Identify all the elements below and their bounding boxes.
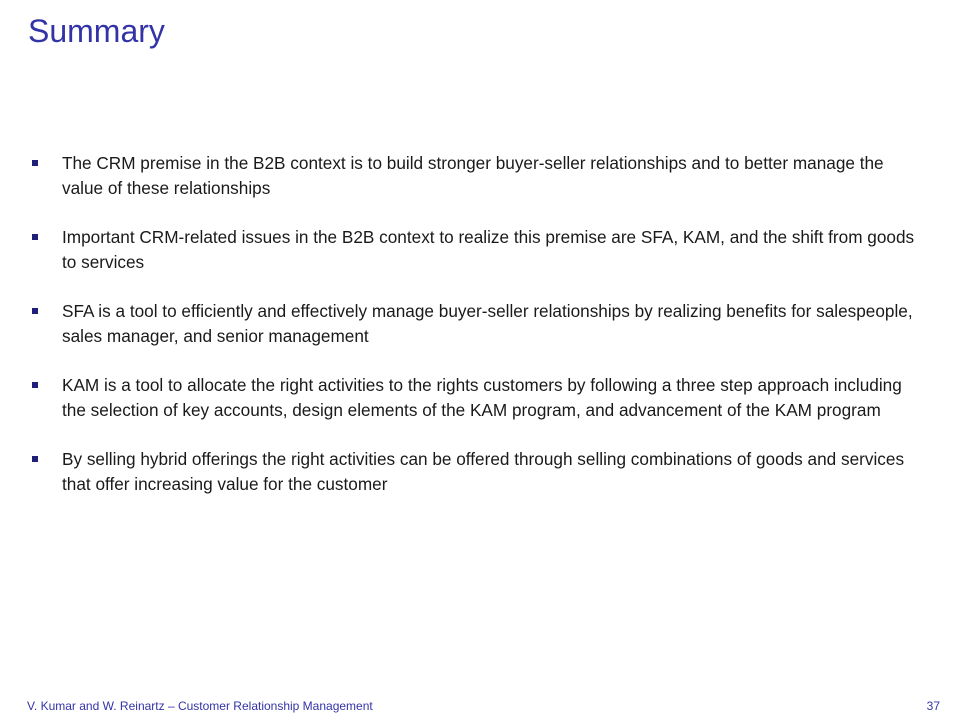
bullet-text: By selling hybrid offerings the right activities can be offered through selling combinations of goods and services that offer increasing value for the customer (62, 449, 905, 494)
bullet-text: Important CRM-related issues in the B2B context to realize this premise are SFA, KAM, and the shift from goods to services (62, 227, 915, 272)
bullet-item (28, 447, 928, 497)
square-bullet-icon (32, 456, 38, 462)
square-bullet-icon (32, 160, 38, 166)
page-number: 37 (926, 699, 940, 713)
bullet-text: KAM is a tool to allocate the right activities to the rights customers by following a three step approach including the selection of key accounts, design elements of the KAM program, and advancement of the KAM program (62, 375, 902, 420)
bullet-text: The CRM premise in the B2B context is to build stronger buyer-seller relationships and to better manage the value of these relationships (62, 153, 884, 198)
bullet-item (28, 373, 928, 423)
square-bullet-icon (32, 382, 38, 388)
bullet-item (28, 225, 928, 275)
slide-title: Summary (28, 13, 165, 49)
bullet-text: SFA is a tool to efficiently and effectively manage buyer-seller relationships by realizing benefits for salespeople, sales manager, and senior management (62, 301, 913, 346)
bullet-item (28, 151, 928, 201)
bullet-list (28, 151, 928, 521)
bullet-item (28, 299, 928, 349)
footer-credit: V. Kumar and W. Reinartz – Customer Relationship Management (27, 699, 373, 713)
square-bullet-icon (32, 234, 38, 240)
square-bullet-icon (32, 308, 38, 314)
